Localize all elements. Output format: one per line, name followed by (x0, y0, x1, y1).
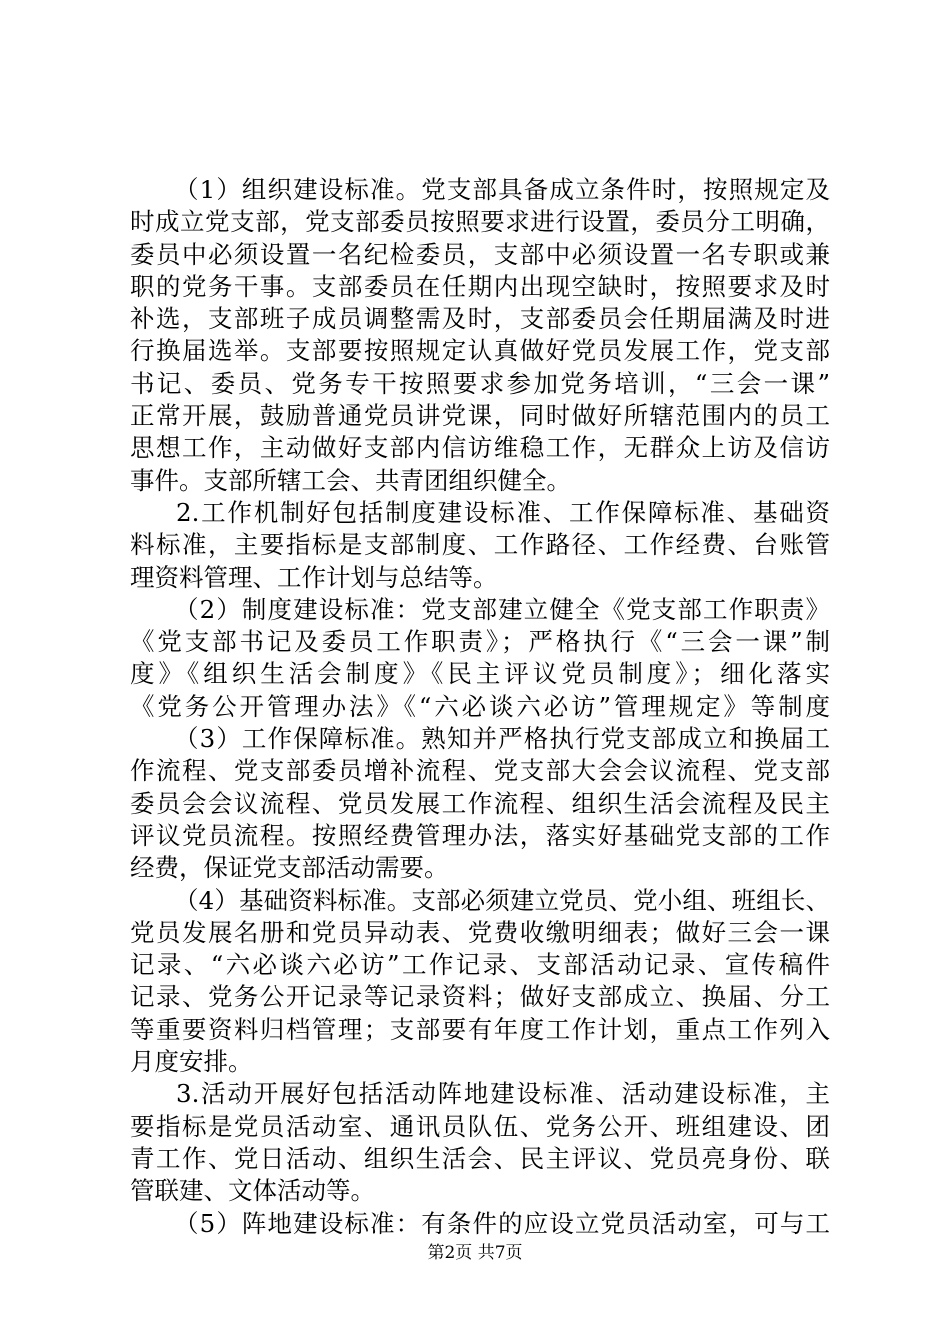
paragraph-line: 度》《组织生活会制度》《民主评议党员制度》；细化落实 (130, 659, 830, 689)
paragraph-line: 党员发展名册和党员异动表、党费收缴明细表；做好三会一课 (130, 917, 830, 947)
paragraph-line: （5）阵地建设标准：有条件的应设立党员活动室，可与工 (174, 1208, 830, 1238)
paragraph-line: 2.工作机制好包括制度建设标准、工作保障标准、基础资 (176, 497, 830, 527)
paragraph-line: 事件。支部所辖工会、共青团组织健全。 (130, 465, 571, 495)
paragraph-line: 时成立党支部，党支部委员按照要求进行设置，委员分工明确， (130, 207, 830, 237)
paragraph-line: 管联建、文体活动等。 (130, 1176, 375, 1206)
paragraph-line: 3.活动开展好包括活动阵地建设标准、活动建设标准，主 (176, 1079, 830, 1109)
paragraph-line: 经费，保证党支部活动需要。 (130, 853, 449, 883)
paragraph-line: 评议党员流程。按照经费管理办法，落实好基础党支部的工作 (130, 820, 830, 850)
paragraph-line: 书记、委员、党务专干按照要求参加党务培训，“三会一课” (130, 368, 830, 398)
paragraph-line: 委员中必须设置一名纪检委员，支部中必须设置一名专职或兼 (130, 239, 830, 269)
document-body (130, 174, 830, 1240)
paragraph-line: 委员会会议流程、党员发展工作流程、组织生活会流程及民主 (130, 788, 830, 818)
paragraph-line: 思想工作，主动做好支部内信访维稳工作，无群众上访及信访 (130, 433, 830, 463)
paragraph-line: 料标准，主要指标是支部制度、工作路径、工作经费、台账管 (130, 530, 830, 560)
paragraph-line: 月度安排。 (130, 1047, 253, 1077)
paragraph-line: 《党务公开管理办法》《“六必谈六必访”管理规定》等制度 (130, 691, 830, 721)
paragraph-line: （1）组织建设标准。党支部具备成立条件时，按照规定及 (174, 175, 830, 204)
paragraph-line: 青工作、党日活动、组织生活会、民主评议、党员亮身份、联 (130, 1143, 830, 1173)
paragraph-line: 补选，支部班子成员调整需及时，支部委员会任期届满及时进 (130, 304, 830, 334)
paragraph-line: （2）制度建设标准：党支部建立健全《党支部工作职责》 (174, 594, 830, 624)
paragraph-line: 职的党务干事。支部委员在任期内出现空缺时，按照要求及时 (130, 271, 830, 301)
paragraph-line: 理资料管理、工作计划与总结等。 (130, 562, 498, 592)
paragraph-line: 记录、“六必谈六必访”工作记录、支部活动记录、宣传稿件 (130, 950, 830, 980)
paragraph-line: 作流程、党支部委员增补流程、党支部大会会议流程、党支部 (130, 756, 830, 786)
paragraph-line: 正常开展，鼓励普通党员讲党课，同时做好所辖范围内的员工 (130, 401, 830, 431)
paragraph-line: 行换届选举。支部要按照规定认真做好党员发展工作，党支部 (130, 336, 830, 366)
paragraph-line: 《党支部书记及委员工作职责》；严格执行《“三会一课”制 (130, 627, 830, 657)
paragraph-line: 记录、党务公开记录等记录资料；做好支部成立、换届、分工 (130, 982, 830, 1012)
paragraph-line: （4）基础资料标准。支部必须建立党员、党小组、班组长、 (174, 885, 830, 915)
page-number-footer: 第2页 共7页 (427, 1243, 523, 1263)
paragraph-line: （3）工作保障标准。熟知并严格执行党支部成立和换届工 (174, 724, 830, 754)
paragraph-line: 要指标是党员活动室、通讯员队伍、党务公开、班组建设、团 (130, 1111, 830, 1141)
paragraph-line: 等重要资料归档管理；支部要有年度工作计划，重点工作列入 (130, 1014, 830, 1044)
